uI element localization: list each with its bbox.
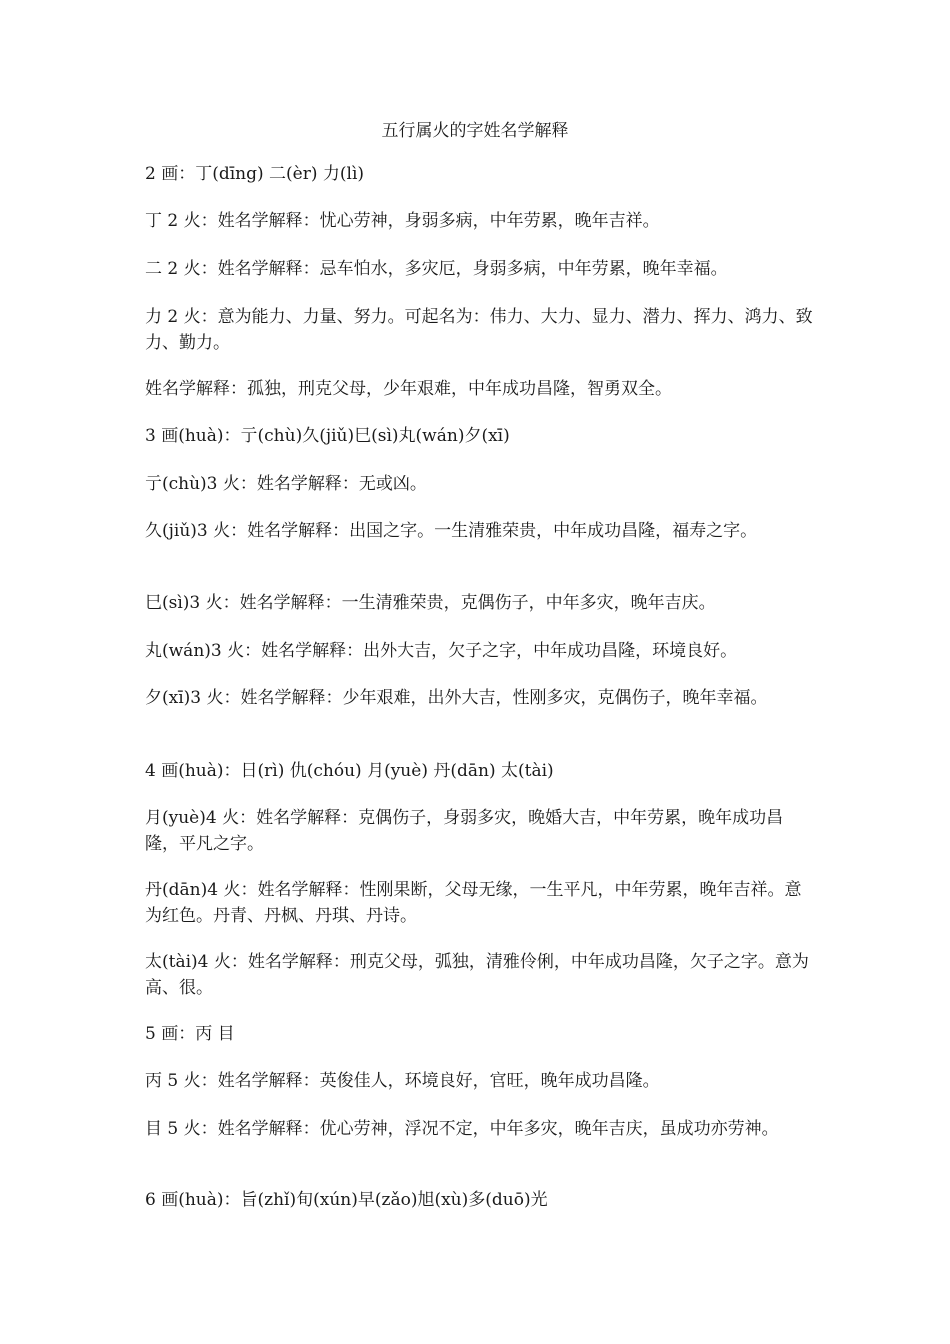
entry-chu: 亍(chù)3 火：姓名学解释：无或凶。: [145, 474, 427, 494]
stroke-count-heading-2: 2 画：丁(dīng) 二(èr) 力(lì): [145, 164, 365, 184]
entry-yue: 月(yuè)4 火：姓名学解释：克偶伤子，身弱多灾，晚婚大吉，中年劳累，晚年成功昌隆，平凡之字。: [145, 808, 784, 854]
entry-er: 二 2 火：姓名学解释：忌车怕水，多灾厄，身弱多病，中年劳累，晚年幸福。: [145, 259, 728, 279]
stroke-count-heading-4: 4 画(huà)：日(rì) 仇(chóu) 月(yuè) 丹(dān) 太(tài): [145, 761, 554, 781]
entry-wan: 丸(wán)3 火：姓名学解释：出外大吉，欠子之字，中年成功昌隆，环境良好。: [145, 641, 738, 661]
entry-si: 巳(sì)3 火：姓名学解释：一生清雅荣贵，克偶伤子，中年多灾，晚年吉庆。: [145, 593, 716, 613]
stroke-count-heading-6: 6 画(huà)：旨(zhǐ)旬(xún)早(zǎo)旭(xù)多(duō)光: [145, 1190, 548, 1210]
entry-li: 力 2 火：意为能力、力量、努力。可起名为：伟力、大力、显力、潜力、挥力、鸿力、致力、勤力。: [145, 307, 813, 353]
entry-dan: 丹(dān)4 火：姓名学解释：性刚果断，父母无缘，一生平凡，中年劳累，晚年吉祥。意为红色。丹青、丹枫、丹琪、丹诗。: [145, 880, 802, 926]
entry-jiu: 久(jiǔ)3 火：姓名学解释：出国之字。一生清雅荣贵，中年成功昌隆，福寿之字。: [145, 521, 758, 541]
stroke-count-heading-3: 3 画(huà)：亍(chù)久(jiǔ)巳(sì)丸(wán)夕(xī): [145, 426, 510, 446]
entry-tai: 太(tài)4 火：姓名学解释：刑克父母，弧独，清雅伶俐，中年成功昌隆，欠子之字。意为高、很。: [145, 952, 809, 998]
entry-xi: 夕(xī)3 火：姓名学解释：少年艰难，出外大吉，性刚多灾，克偶伤子，晚年幸福。: [145, 688, 768, 708]
stroke-count-heading-5: 5 画：丙 目: [145, 1024, 235, 1044]
entry-ding: 丁 2 火：姓名学解释：忧心劳神，身弱多病，中年劳累，晚年吉祥。: [145, 211, 660, 231]
entry-bing: 丙 5 火：姓名学解释：英俊佳人，环境良好，官旺，晚年成功昌隆。: [145, 1071, 660, 1091]
document-title: 五行属火的字姓名学解释: [381, 121, 569, 141]
entry-mu: 目 5 火：姓名学解释：优心劳神，浮况不定，中年多灾，晚年吉庆，虽成功亦劳神。: [145, 1119, 779, 1139]
entry-li-explanation: 姓名学解释：孤独，刑克父母，少年艰难，中年成功昌隆，智勇双全。: [145, 379, 672, 399]
